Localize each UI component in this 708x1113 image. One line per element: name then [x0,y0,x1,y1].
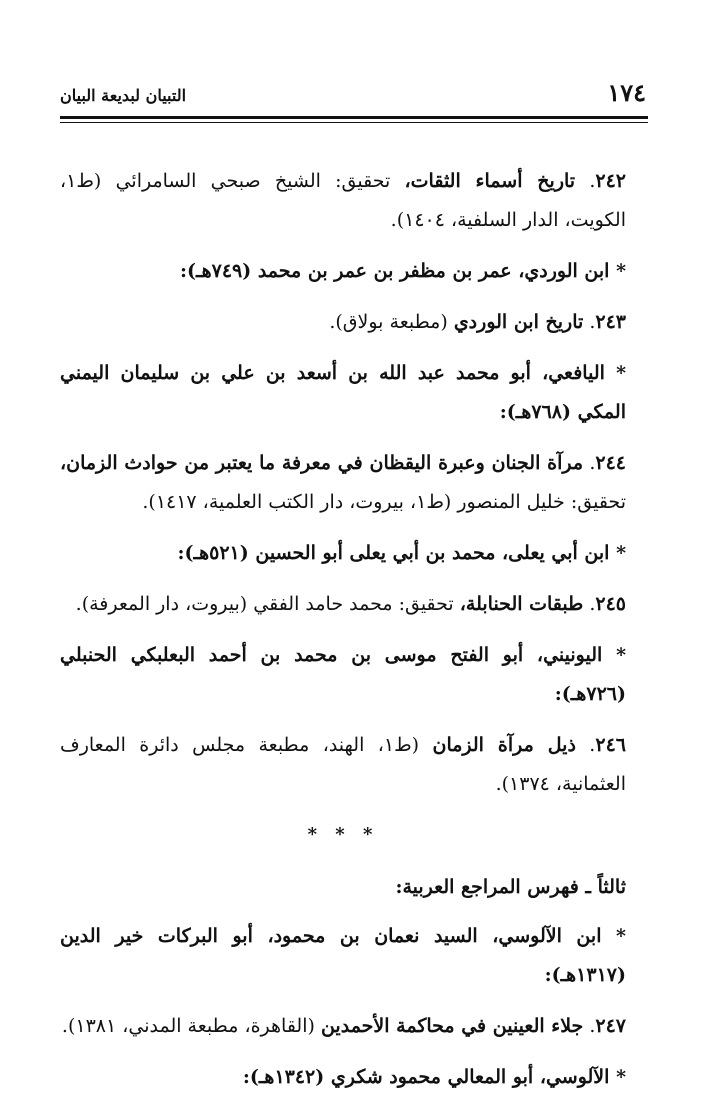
author-text: ابن الآلوسي، السيد نعمان بن محمود، أبو البركات خير الدين (١٣١٧هـ): [60,925,626,986]
author-text: اليونيني، أبو الفتح موسى بن محمد بن أحمد البعلبكي الحنبلي (٧٢٦هـ): [60,644,626,705]
author-entry [60,534,626,573]
book-entry-242: ٢٤٢. تاريخ أسماء الثقات، تحقيق: الشيخ صبحي السامرائي (ط١، الكويت، الدار السلفية، ١٤٠٤). [60,170,626,231]
entry-number: ٢٤٧ [595,1015,626,1037]
header-rule-thick [60,116,648,119]
author-text: الآلوسي، أبو المعالي محمود شكري (١٣٤٢هـ): [242,1066,610,1088]
book-title: جلاء العينين في محاكمة الأحمدين [320,1015,584,1037]
author-text: اليافعي، أبو محمد عبد الله بن أسعد بن علي بن سليمان اليمني المكي (٧٦٨هـ): [60,362,626,423]
author-entry [60,636,626,714]
asterisk-bullet: * [616,925,626,947]
asterisk-bullet: * [616,362,626,384]
page-number: ١٧٤ [607,78,646,107]
asterisk-bullet: * [616,542,626,564]
entry-number: ٢٤٥ [595,593,626,615]
entry-number: ٢٤٣ [595,311,626,333]
author-entry [60,354,626,432]
running-title: التبيان لبديعة البيان [60,86,187,105]
book-title: مرآة الجنان وعبرة اليقظان في معرفة ما يعتبر من حوادث الزمان، [60,452,584,474]
book-details: (القاهرة، مطبعة المدني، ١٣٨١). [61,1015,315,1037]
author-text: ابن أبي يعلى، محمد بن أبي يعلى أبو الحسين (٥٢١هـ): [177,542,610,564]
book-entry-247: ٢٤٧. جلاء العينين في محاكمة الأحمدين (القاهرة، مطبعة المدني، ١٣٨١). [61,1015,626,1037]
entry-number: ٢٤٤ [595,452,626,474]
book-details: (ط١، الهند، مطبعة مجلس دائرة المعارف العثمانية، ١٣٧٤). [60,734,626,795]
book-details: تحقيق: محمد حامد الفقي (بيروت، دار المعرفة). [75,593,454,615]
book-entry-245: ٢٤٥. طبقات الحنابلة، تحقيق: محمد حامد الفقي (بيروت، دار المعرفة). [75,593,626,615]
bibliography-content [60,162,626,1109]
book-title: ذيل مرآة الزمان [432,734,576,756]
entry-number: ٢٤٦ [595,734,626,756]
author-entry [60,1058,626,1097]
book-title: تاريخ أسماء الثقات، [404,170,576,192]
author-entry [60,917,626,995]
author-text: ابن الوردي، عمر بن مظفر بن عمر بن محمد (٧٤٩هـ): [180,260,610,282]
book-entry-243: ٢٤٣. تاريخ ابن الوردي (مطبعة بولاق). [329,311,626,333]
entry-number: ٢٤٢ [595,170,626,192]
section-separator: * * * [307,824,379,845]
page-header [60,78,648,114]
book-title: طبقات الحنابلة، [459,593,584,615]
book-details: تحقيق: الشيخ صبحي السامرائي (ط١، الكويت، الدار السلفية، ١٤٠٤). [60,170,626,231]
author-entry [60,252,626,291]
book-entry-244: ٢٤٤. مرآة الجنان وعبرة اليقظان في معرفة ما يعتبر من حوادث الزمان، تحقيق: خليل المنصور (ط١، بيروت، دار الكتب العلمية، ١٤١٧). [60,452,626,513]
asterisk-bullet: * [616,644,626,666]
header-rule-thin [60,122,648,123]
asterisk-bullet: * [616,260,626,282]
book-details: تحقيق: خليل المنصور (ط١، بيروت، دار الكتب العلمية، ١٤١٧). [142,491,626,513]
book-details: (مطبعة بولاق). [329,311,448,333]
section-heading: ثالثاً ـ فهرس المراجع العربية: [395,876,626,898]
asterisk-bullet: * [616,1066,626,1088]
book-title: تاريخ ابن الوردي [453,311,584,333]
book-entry-246: ٢٤٦. ذيل مرآة الزمان (ط١، الهند، مطبعة مجلس دائرة المعارف العثمانية، ١٣٧٤). [60,734,626,795]
